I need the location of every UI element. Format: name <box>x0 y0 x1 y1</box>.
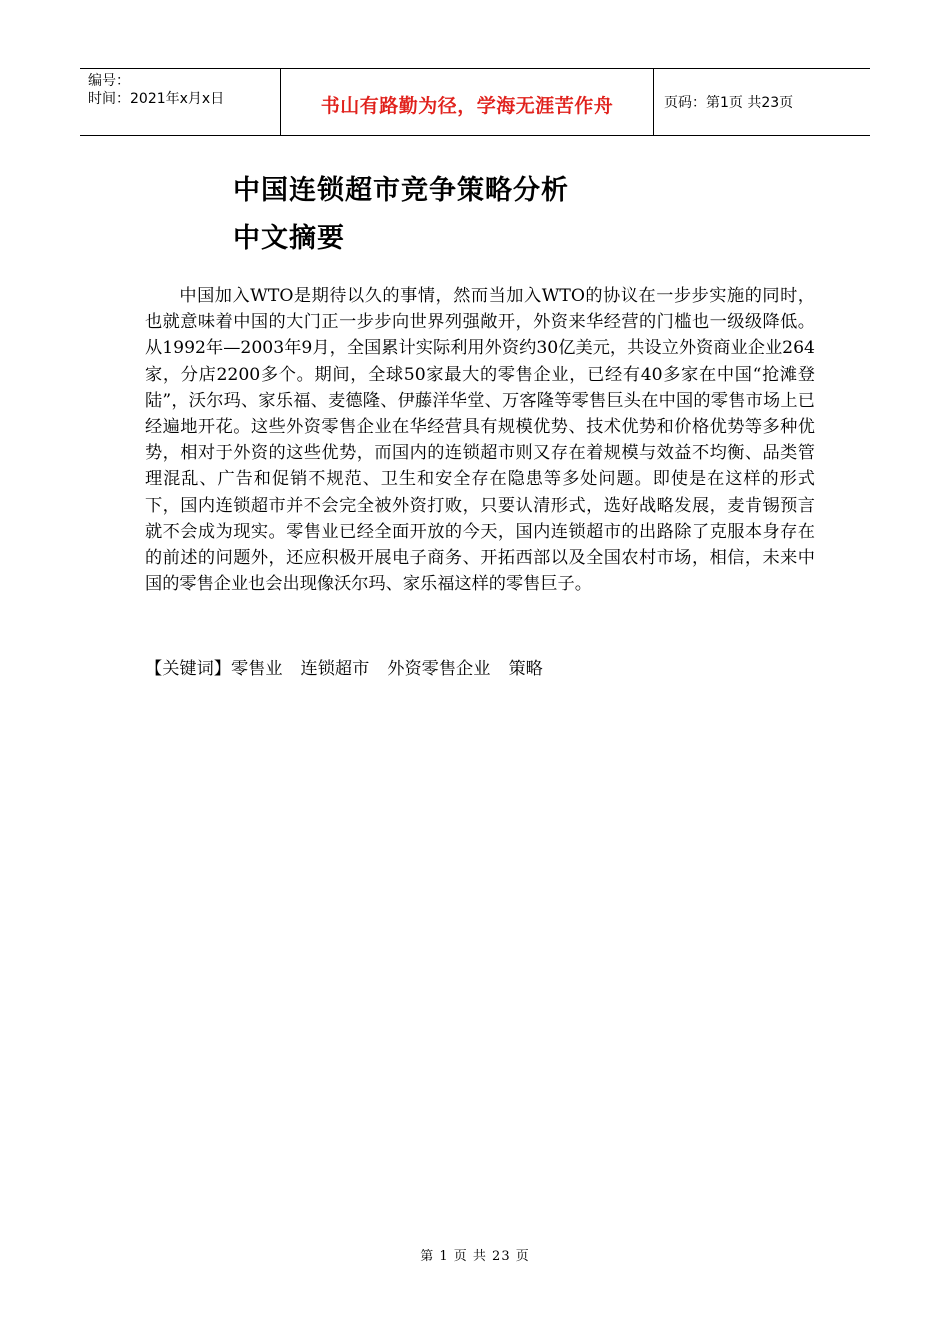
page-header <box>80 68 870 136</box>
header-meta <box>80 69 281 135</box>
section-heading: 中文摘要 <box>233 223 345 254</box>
abstract-paragraph: 中国加入WTO是期待以久的事情，然而当加入WTO的协议在一步步实施的同时，也就意味着中国的大门正一步步向世界列强敞开，外资来华经营的门槛也一级级降低。从1992年—2003年9月，全国累计实际利用外资约30亿美元，共设立外资商业企业264家，分店2200多个。期间，全球50家最大的零售企业，已经有40多家在中国“抢滩登陆”，沃尔玛、家乐福、麦德隆、伊藤洋华堂、万客隆等零售巨头在中国的零售市场上已经遍地开花。这些外资零售企业在华经营具有规模优势、技术优势和价格优势等多种优势，相对于外资的这些优势，而国内的连锁超市则又存在着规模与效益不均衡、品类管理混乱、广告和促销不规范、卫生和安全存在隐患等多处问题。即使是在这样的形式下，国内连锁超市并不会完全被外资打败，只要认清形式，选好战略发展，麦肯锡预言就不会成为现实。零售业已经全面开放的今天，国内连锁超市的出路除了克服本身存在的前述的问题外，还应积极开展电子商务、开拓西部以及全国农村市场，相信，未来中国的零售企业也会出现像沃尔玛、家乐福这样的零售巨子。 <box>145 286 815 595</box>
document-title: 中国连锁超市竞争策略分析 <box>233 175 569 206</box>
keyword-item: 零售业 <box>230 659 283 679</box>
header-page-info: 页码：第1页 共23页 <box>664 95 794 111</box>
keyword-item: 外资零售企业 <box>387 659 491 679</box>
keywords-label: 【关键词】 <box>145 659 231 679</box>
header-number-label: 编号： <box>88 73 130 89</box>
keyword-item: 策略 <box>508 659 543 679</box>
header-time-label: 时间：2021年x月x日 <box>88 91 225 107</box>
page-footer: 第 1 页 共 23 页 <box>420 1249 530 1264</box>
header-motto: 书山有路勤为径，学海无涯苦作舟 <box>320 94 614 117</box>
header-motto-cell <box>281 69 654 135</box>
keyword-item: 连锁超市 <box>300 659 370 679</box>
keywords-line <box>145 656 815 682</box>
